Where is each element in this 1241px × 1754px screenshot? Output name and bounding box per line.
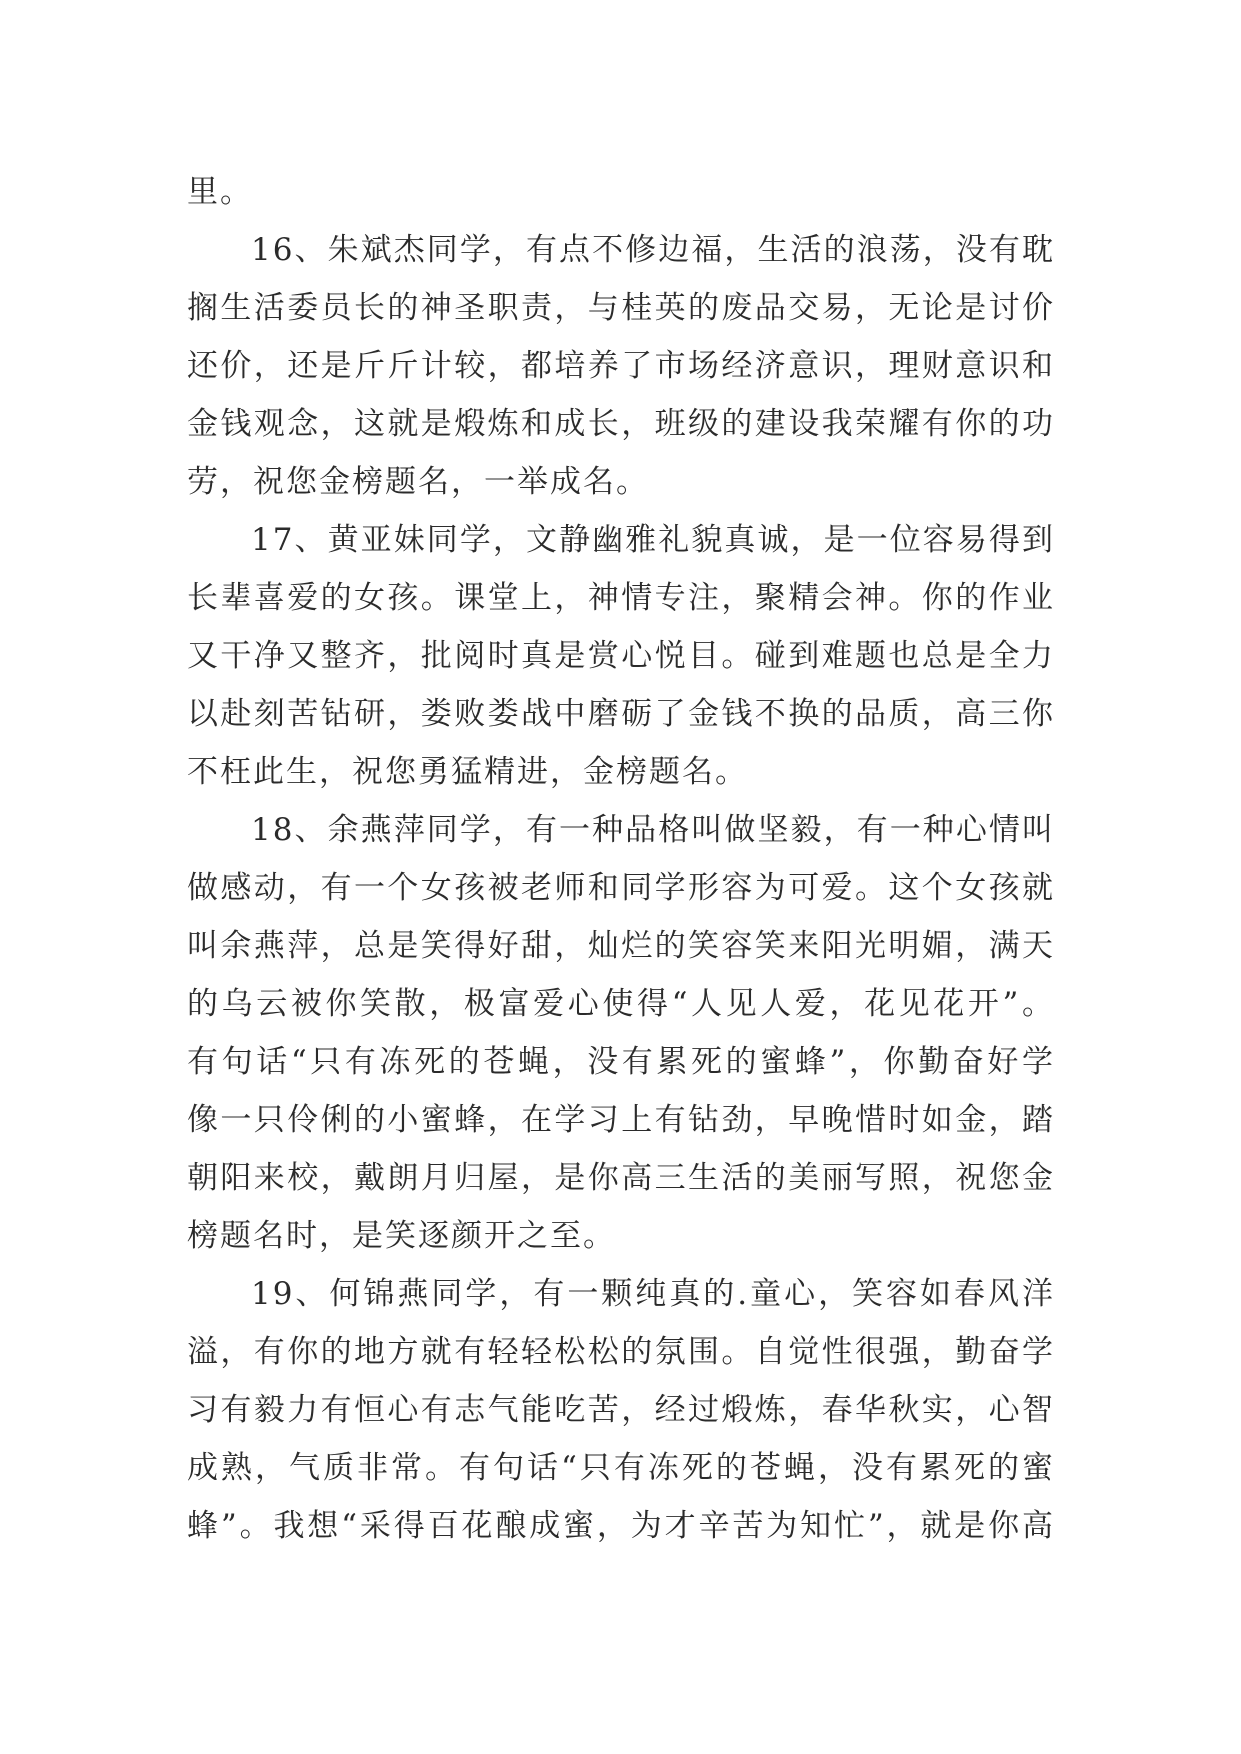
document-body [187, 163, 1055, 1555]
text-line: 朝阳来校，戴朗月归屋，是你高三生活的美丽写照，祝您金 [187, 1160, 1055, 1196]
text-line: 的乌云被你笑散，极富爱心使得“人见人爱，花见花开”。 [187, 986, 1055, 1022]
text-line: 金钱观念，这就是煅炼和成长，班级的建设我荣耀有你的功 [187, 406, 1055, 442]
text-line: 长辈喜爱的女孩。课堂上，神情专注，聚精会神。你的作业 [187, 580, 1055, 616]
text-line: 搁生活委员长的神圣职责，与桂英的废品交易，无论是讨价 [187, 290, 1055, 326]
text-line: 做感动，有一个女孩被老师和同学形容为可爱。这个女孩就 [187, 870, 1055, 906]
text-line: 叫余燕萍，总是笑得好甜，灿烂的笑容笑来阳光明媚，满天 [187, 928, 1055, 964]
text-line: 蜂”。我想“采得百花酿成蜜，为才辛苦为知忙”，就是你高 [187, 1508, 1055, 1544]
text-line: 17、黄亚妹同学，文静幽雅礼貌真诚，是一位容易得到 [251, 522, 1055, 558]
text-line: 16、朱斌杰同学，有点不修边福，生活的浪荡，没有耽 [251, 232, 1055, 268]
text-line: 有句话“只有冻死的苍蝇，没有累死的蜜蜂”，你勤奋好学 [187, 1044, 1055, 1080]
paragraph-16 [187, 221, 1055, 511]
paragraph-17 [187, 511, 1055, 801]
text-line: 还价，还是斤斤计较，都培养了市场经济意识，理财意识和 [187, 348, 1055, 384]
text-line: 19、何锦燕同学，有一颗纯真的.童心，笑容如春风洋 [251, 1276, 1055, 1312]
text-line: 不枉此生，祝您勇猛精进，金榜题名。 [187, 754, 748, 790]
text-line: 榜题名时，是笑逐颜开之至。 [187, 1218, 616, 1254]
paragraph-18 [187, 801, 1055, 1265]
text-line: 劳，祝您金榜题名，一举成名。 [187, 464, 649, 500]
text-line: 溢，有你的地方就有轻轻松松的氛围。自觉性很强，勤奋学 [187, 1334, 1055, 1370]
text-line: 又干净又整齐，批阅时真是赏心悦目。碰到难题也总是全力 [187, 638, 1055, 674]
text-line: 18、余燕萍同学，有一种品格叫做坚毅，有一种心情叫 [251, 812, 1055, 848]
text-line: 像一只伶俐的小蜜蜂，在学习上有钻劲，早晚惜时如金，踏 [187, 1102, 1055, 1138]
paragraph-19 [187, 1265, 1055, 1555]
paragraph-continuation [187, 163, 1055, 221]
text-line: 以赴刻苦钻研，娄败娄战中磨砺了金钱不换的品质，高三你 [187, 696, 1055, 732]
text-line: 成熟，气质非常。有句话“只有冻死的苍蝇，没有累死的蜜 [187, 1450, 1055, 1486]
text-line: 里。 [187, 174, 253, 210]
text-line: 习有毅力有恒心有志气能吃苦，经过煅炼，春华秋实，心智 [187, 1392, 1055, 1428]
